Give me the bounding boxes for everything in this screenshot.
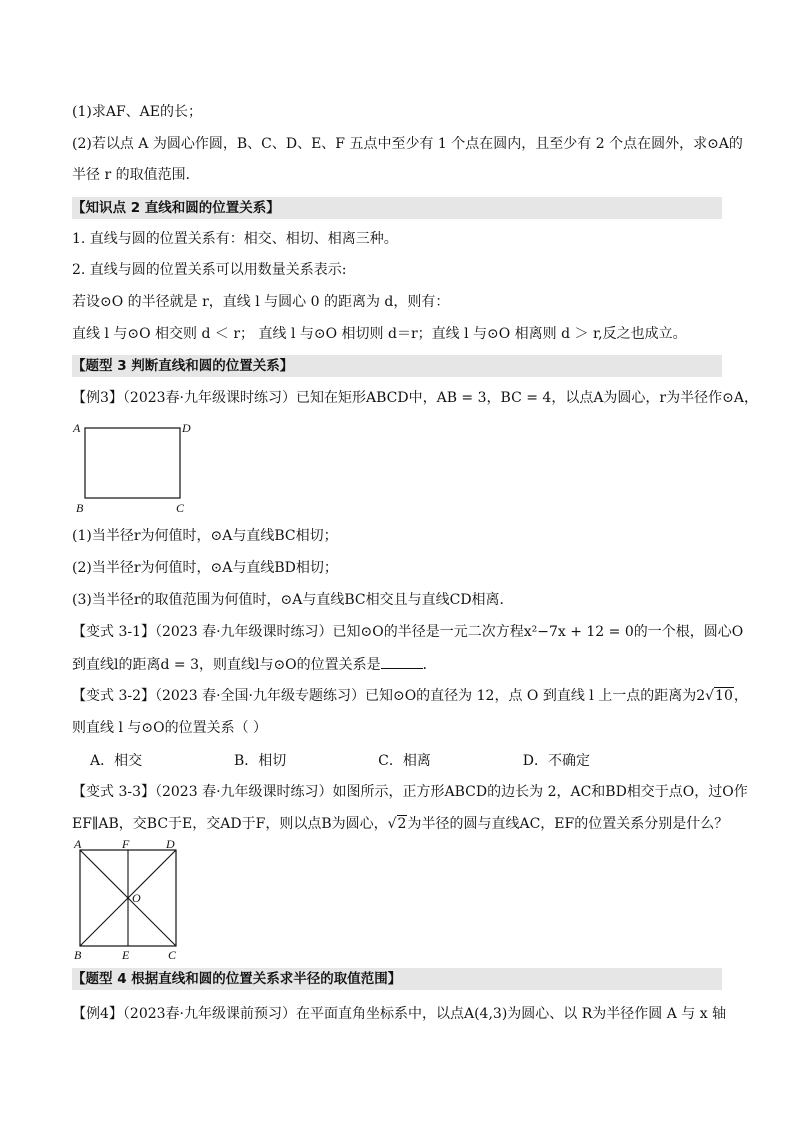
variant-3-1-line-2 (72, 654, 437, 675)
example-4: 【例4】（2023春·九年级课前预习）在平面直角坐标系中，以点A(4,3)为圆心、以 R为半径作圆 A 与 x 轴 (72, 1006, 727, 1022)
option-d[interactable]: D．不确定 (522, 753, 590, 769)
label-f: F (122, 838, 130, 851)
example-3-q3: (3)当半径r的取值范围为何值时，⊙A与直线BC相交且与直线CD相离． (72, 592, 514, 608)
label-d: D (166, 838, 175, 851)
variant-3-2-line-2: 则直线 l 与⊙O的位置关系（ ） (72, 720, 268, 736)
label-a: A (74, 838, 82, 851)
variant-3-3-line-1: 【变式 3-3】（2023 春·九年级课时练习）如图所示，正方形ABCD的边长为 2，AC和BD相交于点O，过O作 (72, 784, 748, 800)
variant-3-1-line-1: 【变式 3-1】（2023 春·九年级课时练习）已知⊙O的半径是一元二次方程x²−7x + 12 = 0的一个根，圆心O (72, 624, 744, 640)
question-part-2-cont: 半径 r 的取值范围． (72, 167, 200, 183)
section-type-3: 【题型 3 判断直线和圆的位置关系】 (72, 355, 722, 377)
variant-3-3-line-2 (72, 814, 728, 834)
question-part-1: (1)求AF、AE的长； (72, 104, 202, 120)
label-c: C (168, 948, 177, 962)
option-a[interactable]: A．相交 (90, 753, 143, 769)
label-o: O (132, 891, 141, 905)
answer-blank (381, 654, 423, 669)
sqrt-radicand: 10 (715, 688, 733, 704)
choice-options (90, 750, 590, 770)
example-3-q2: (2)当半径r为何值时，⊙A与直线BD相切； (72, 560, 338, 576)
option-c[interactable]: C．相离 (378, 753, 431, 769)
rectangle-figure (70, 418, 200, 518)
question-part-2: (2)若以点 A 为圆心作圆，B、C、D、E、F 五点中至少有 1 个点在圆内，且至少有 2 个点在圆外，求⊙A的 (72, 136, 743, 152)
option-b[interactable]: B．相切 (234, 753, 287, 769)
knowledge-line-3: 若设⊙O 的半径就是 r，直线 l 与圆心 0 的距离为 d，则有： (72, 294, 450, 310)
variant-3-2-end: ， (733, 688, 748, 704)
sqrt-sign: √ (705, 688, 715, 704)
section-type-4: 【题型 4 根据直线和圆的位置关系求半径的取值范围】 (72, 968, 722, 990)
rectangle-abcd (85, 428, 180, 498)
variant-3-2-line-1 (72, 686, 748, 706)
label-a: A (73, 421, 81, 435)
knowledge-line-4: 直线 l 与⊙O 相交则 d ＜ r； 直线 l 与⊙O 相切则 d＝r；直线 l 与⊙O 相离则 d ＞ r,反之也成立。 (72, 326, 687, 342)
variant-3-1-text: 到直线l的距离d = 3，则直线l与⊙O的位置关系是 (72, 657, 381, 673)
label-b: B (76, 501, 84, 515)
label-e: E (122, 948, 130, 962)
knowledge-line-1: 1. 直线与圆的位置关系有：相交、相切、相离三种。 (72, 231, 398, 247)
square-figure (70, 838, 190, 963)
knowledge-line-2: 2. 直线与圆的位置关系可以用数量关系表示: (72, 262, 347, 278)
variant-3-2-text: 【变式 3-2】（2023 春·全国·九年级专题练习）已知⊙O的直径为 12，点 O 到直线 l 上一点的距离为2 (72, 688, 706, 704)
label-d: D (182, 421, 191, 435)
label-c: C (176, 501, 185, 515)
variant-3-3-post: 为半径的圆与直线AC，EF的位置关系分别是什么？ (407, 816, 729, 832)
variant-3-1-end: ． (422, 657, 437, 673)
section-knowledge-2: 【知识点 2 直线和圆的位置关系】 (72, 197, 722, 219)
example-3-q1: (1)当半径r为何值时，⊙A与直线BC相切； (72, 528, 338, 544)
variant-3-3-pre: EF∥AB，交BC于E，交AD于F，则以点B为圆心， (72, 816, 388, 832)
sqrt-sign: √ (387, 816, 397, 832)
example-3: 【例3】（2023春·九年级课时练习）已知在矩形ABCD中，AB = 3，BC = 4，以点A为圆心，r为半径作⊙A， (72, 390, 758, 406)
sqrt-radicand: 2 (397, 816, 407, 832)
label-b: B (74, 948, 82, 962)
